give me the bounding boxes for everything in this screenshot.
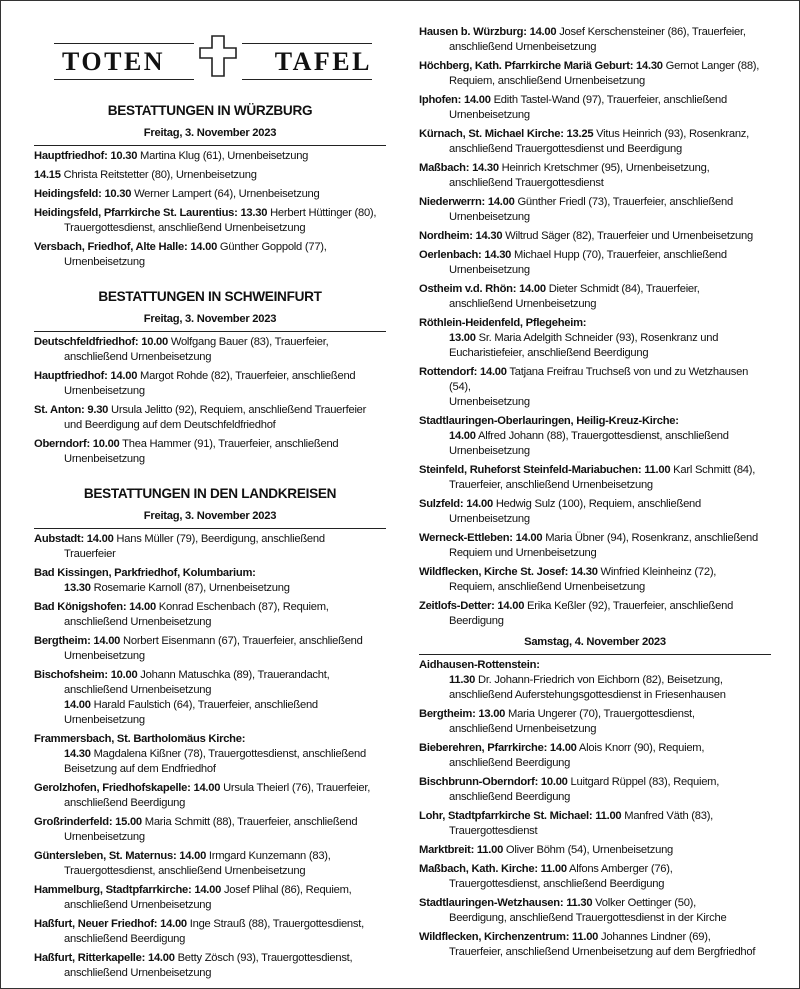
entry-details: Alfons Amberger (76), <box>566 863 673 875</box>
obituary-entry <box>34 781 386 811</box>
entry-place-time: 14.15 <box>34 169 61 181</box>
obituary-entry <box>34 634 386 664</box>
entry-continuation: Urnenbeisetzung <box>64 385 145 397</box>
entry-place-time: Steinfeld, Ruheforst Steinfeld-Mariabuchen: 11.00 <box>419 464 671 476</box>
masthead-word-left: TOTEN <box>62 47 166 76</box>
entry-line <box>419 414 771 429</box>
entry-continuation: Trauergottesdienst <box>449 825 538 837</box>
entry-place-time: Zeitlofs-Detter: 14.00 <box>419 600 525 612</box>
entry-details: Werner Lampert (64), Urnenbeisetzung <box>131 188 320 200</box>
entry-line <box>419 862 771 877</box>
entry-continuation: anschließend Urnenbeisetzung <box>64 684 212 696</box>
entry-place-time: Frammersbach, St. Bartholomäus Kirche: <box>34 733 246 745</box>
entry-place-time: Aidhausen-Rottenstein: <box>419 659 540 671</box>
left-column <box>34 1 386 985</box>
obituary-entry <box>419 741 771 771</box>
entry-time: 14.30 <box>64 748 91 760</box>
entry-details: Ursula Jelitto (92), Requiem, anschließend Trauerfeier <box>108 404 367 416</box>
obituary-entry <box>419 896 771 926</box>
obituary-entry <box>34 566 386 596</box>
entry-continuation: Requiem, anschließend Urnenbeisetzung <box>449 75 645 87</box>
section-title: BESTATTUNGEN IN SCHWEINFURT <box>98 289 322 304</box>
entry-place-time: Gerolzhofen, Friedhofskapelle: 14.00 <box>34 782 221 794</box>
entry-line <box>34 335 386 350</box>
entry-details: Dr. Johann-Friedrich von Eichborn (82), Beisetzung, <box>475 674 723 686</box>
section-date: Freitag, 3. November 2023 <box>34 126 386 146</box>
entry-continuation: Urnenbeisetzung <box>64 453 145 465</box>
entry-details: Alfred Johann (88), Trauergottesdienst, anschließend <box>475 430 729 442</box>
entry-line <box>34 532 386 547</box>
entry-details: Margot Rohde (82), Trauerfeier, anschließend <box>137 370 356 382</box>
entry-place-time: Röthlein-Heidenfeld, Pflegeheim: <box>419 317 587 329</box>
entry-details: Norbert Eisenmann (67), Trauerfeier, anschließend <box>120 635 363 647</box>
entry-details: anschließend Auferstehungsgottesdienst in Friesenhausen <box>449 689 726 701</box>
entry-details: Maria Übner (94), Rosenkranz, anschließend <box>542 532 758 544</box>
entry-continuation: anschließend Beerdigung <box>449 757 571 769</box>
obituary-entry <box>34 951 386 981</box>
entry-details: Heinrich Kretschmer (95), Urnenbeisetzung, <box>498 162 710 174</box>
entry-continuation: Trauerfeier, anschließend Urnenbeisetzung auf dem Bergfriedhof <box>449 946 756 958</box>
entry-line <box>419 229 771 244</box>
entry-place-time: Nordheim: 14.30 <box>419 230 503 242</box>
entry-place-time: Hauptfriedhof: 14.00 <box>34 370 138 382</box>
entry-details: Dieter Schmidt (84), Trauerfeier, <box>545 283 700 295</box>
entry-details: Josef Plihal (86), Requiem, <box>221 884 352 896</box>
entry-continuation: anschließend Beerdigung <box>64 797 186 809</box>
entry-place-time: Maßbach, Kath. Kirche: 11.00 <box>419 863 567 875</box>
entry-details: Günther Goppold (77), <box>217 241 327 253</box>
entry-details: Hedwig Sulz (100), Requiem, anschließend <box>492 498 701 510</box>
entry-continuation: Urnenbeisetzung <box>449 109 530 121</box>
obituary-entry <box>419 316 771 361</box>
obituary-entry <box>34 732 386 777</box>
entry-line <box>419 25 771 40</box>
entry-continuation: anschließend Trauergottesdienst <box>449 177 604 189</box>
entry-continuation: anschließend Urnenbeisetzung <box>449 298 597 310</box>
entry-continuation: Urnenbeisetzung <box>64 650 145 662</box>
section-schweinfurt <box>34 288 386 467</box>
entry-details: Johann Matuschka (89), Trauerandacht, <box>137 669 330 681</box>
entry-place-time: Wildflecken, Kirche St. Josef: 14.30 <box>419 566 598 578</box>
entry-continuation: Trauergottesdienst, anschließend Urnenbeisetzung <box>64 222 306 234</box>
entry-subline <box>34 747 386 762</box>
masthead-word-right: TAFEL <box>274 47 372 76</box>
obituary-entry <box>34 668 386 728</box>
obituary-entry <box>419 930 771 960</box>
entry-place-time: Maßbach: 14.30 <box>419 162 499 174</box>
entry-line <box>34 600 386 615</box>
obituary-entry <box>34 883 386 913</box>
entry-continuation: Urnenbeisetzung <box>64 256 145 268</box>
entry-line <box>34 566 386 581</box>
entry-continuation: anschließend Urnenbeisetzung <box>449 723 597 735</box>
entry-details: Wiltrud Säger (82), Trauerfeier und Urnenbeisetzung <box>502 230 753 242</box>
obituary-entry <box>419 707 771 737</box>
obituary-entry <box>419 25 771 55</box>
entry-place-time: Versbach, Friedhof, Alte Halle: 14.00 <box>34 241 218 253</box>
entry-place-time: Güntersleben, St. Maternus: 14.00 <box>34 850 207 862</box>
entry-line <box>419 316 771 331</box>
entry-place-time: Lohr, Stadtpfarrkirche St. Michael: 11.00 <box>419 810 622 822</box>
obituary-entry <box>419 809 771 839</box>
entry-line <box>34 849 386 864</box>
entry-continuation: anschließend Beerdigung <box>64 933 186 945</box>
obituary-entry <box>419 531 771 561</box>
entry-details: Harald Faulstich (64), Trauerfeier, anschließend <box>90 699 318 711</box>
entry-line <box>34 168 386 183</box>
entry-place-time: Niederwerrn: 14.00 <box>419 196 515 208</box>
section-saturday <box>419 635 771 960</box>
entry-continuation: Beerdigung, anschließend Trauergottesdienst in der Kirche <box>449 912 727 924</box>
entry-place-time: Werneck-Ettleben: 14.00 <box>419 532 543 544</box>
entry-place-time: Oerlenbach: 14.30 <box>419 249 512 261</box>
entry-details: Magdalena Kißner (78), Trauergottesdienst, anschließend <box>90 748 366 760</box>
entry-details: Günther Friedl (73), Trauerfeier, anschließend <box>514 196 733 208</box>
entry-place-time: Haßfurt, Ritterkapelle: 14.00 <box>34 952 175 964</box>
entry-continuation: anschließend Urnenbeisetzung <box>64 351 212 363</box>
entry-details: Karl Schmitt (84), <box>670 464 756 476</box>
entry-line <box>419 658 771 673</box>
entry-place-time: Hausen b. Würzburg: 14.00 <box>419 26 557 38</box>
entry-place-time: Haßfurt, Neuer Friedhof: 14.00 <box>34 918 187 930</box>
obituary-entry <box>34 403 386 433</box>
entry-line <box>419 195 771 210</box>
entry-line <box>419 161 771 176</box>
entry-details: Ursula Theierl (76), Trauerfeier, <box>220 782 371 794</box>
obituary-entry <box>419 497 771 527</box>
entry-continuation: Trauerfeier <box>64 548 116 560</box>
obituary-entry <box>34 335 386 365</box>
entry-details: Betty Zösch (93), Trauergottesdienst, <box>174 952 353 964</box>
section-date: Freitag, 3. November 2023 <box>34 312 386 332</box>
entry-continuation: Urnenbeisetzung <box>449 396 530 408</box>
obituary-entry <box>419 658 771 703</box>
entry-place-time: Heidingsfeld: 10.30 <box>34 188 132 200</box>
obituary-entry <box>34 600 386 630</box>
entry-details: Volker Oettinger (50), <box>592 897 697 909</box>
entry-details: Vitus Heinrich (93), Rosenkranz, <box>593 128 749 140</box>
entry-details: Irmgard Kunzemann (83), <box>206 850 331 862</box>
right-column <box>419 1 771 964</box>
entry-line <box>419 93 771 108</box>
entry-details: Alois Knorr (90), Requiem, <box>576 742 705 754</box>
obituary-entry <box>419 775 771 805</box>
entry-line <box>419 531 771 546</box>
entry-continuation: anschließend Beerdigung <box>449 791 571 803</box>
entry-place-time: Oberndorf: 10.00 <box>34 438 120 450</box>
entry-details: Beisetzung auf dem Endfriedhof <box>64 763 216 775</box>
entry-place-time: Kürnach, St. Michael Kirche: 13.25 <box>419 128 594 140</box>
entry-line <box>419 282 771 297</box>
entry-details: Johannes Lindner (69), <box>598 931 711 943</box>
obituary-entry <box>419 565 771 595</box>
entry-place-time: Iphofen: 14.00 <box>419 94 491 106</box>
obituary-entry <box>34 369 386 399</box>
entry-list <box>419 658 771 960</box>
entry-place-time: Höchberg, Kath. Pfarrkirche Mariä Geburt: 14.30 <box>419 60 663 72</box>
entry-time: 13.00 <box>449 332 476 344</box>
entry-place-time: Wildflecken, Kirchenzentrum: 11.00 <box>419 931 599 943</box>
entry-details: Manfred Väth (83), <box>621 810 714 822</box>
entry-line <box>34 369 386 384</box>
entry-line <box>419 248 771 263</box>
entry-line <box>34 240 386 255</box>
entry-line <box>34 815 386 830</box>
entry-line <box>419 896 771 911</box>
entry-details: Michael Hupp (70), Trauerfeier, anschließend <box>511 249 727 261</box>
entry-details: Luitgard Rüppel (83), Requiem, <box>567 776 720 788</box>
obituary-entry <box>419 195 771 225</box>
entry-details: Inge Strauß (88), Trauergottesdienst, <box>186 918 364 930</box>
entry-details: Sr. Maria Adelgith Schneider (93), Rosenkranz und <box>475 332 719 344</box>
entry-subline <box>34 581 386 596</box>
entry-place-time: Bad Kissingen, Parkfriedhof, Kolumbarium: <box>34 567 256 579</box>
entry-continuation: anschließend Urnenbeisetzung <box>64 967 212 979</box>
entry-details: Herbert Hüttinger (80), <box>267 207 377 219</box>
obituary-entry <box>419 414 771 459</box>
entry-place-time: Hammelburg, Stadtpfarrkirche: 14.00 <box>34 884 222 896</box>
section-wuerzburg <box>34 102 386 270</box>
entry-details: Maria Schmitt (88), Trauerfeier, anschließend <box>141 816 358 828</box>
entry-subline <box>419 688 771 703</box>
entry-details: Christa Reitstetter (80), Urnenbeisetzung <box>60 169 257 181</box>
cross-icon-svg <box>198 34 238 78</box>
entry-place-time: Ostheim v.d. Rhön: 14.00 <box>419 283 546 295</box>
entry-details: Edith Tastel-Wand (97), Trauerfeier, anschließend <box>490 94 727 106</box>
entry-details: Wolfgang Bauer (83), Trauerfeier, <box>168 336 329 348</box>
entry-subline <box>419 346 771 361</box>
obituary-entry <box>34 149 386 164</box>
entry-place-time: Bischbrunn-Oberndorf: 10.00 <box>419 776 568 788</box>
entry-continuation: und Beerdigung auf dem Deutschfeldfriedhof <box>64 419 276 431</box>
entry-continuation: anschließend Urnenbeisetzung <box>449 41 597 53</box>
entry-place-time: Aubstadt: 14.00 <box>34 533 114 545</box>
entry-list <box>34 335 386 467</box>
entry-details: Konrad Eschenbach (87), Requiem, <box>155 601 329 613</box>
entry-subline <box>419 444 771 459</box>
entry-place-time: Großrinderfeld: 15.00 <box>34 816 142 828</box>
obituary-entry <box>419 93 771 123</box>
entry-details: Eucharistiefeier, anschließend Beerdigung <box>449 347 649 359</box>
obituary-entry <box>34 815 386 845</box>
entry-details: Thea Hammer (91), Trauerfeier, anschließend <box>119 438 339 450</box>
entry-line <box>419 843 771 858</box>
entry-place-time: Bieberehren, Pfarrkirche: 14.00 <box>419 742 577 754</box>
entry-continuation: Urnenbeisetzung <box>449 264 530 276</box>
obituary-entry <box>34 437 386 467</box>
entry-line <box>34 781 386 796</box>
entry-place-time: Stadtlauringen-Wetzhausen: 11.30 <box>419 897 593 909</box>
entry-line <box>419 59 771 74</box>
entry-subline <box>419 429 771 444</box>
entry-place-time: Bischofsheim: 10.00 <box>34 669 138 681</box>
entry-line <box>34 634 386 649</box>
entry-line <box>419 741 771 756</box>
entry-line <box>419 599 771 614</box>
obituary-entry <box>419 365 771 410</box>
entry-place-time: Bad Königshofen: 14.00 <box>34 601 156 613</box>
entry-line <box>419 365 771 395</box>
masthead <box>54 40 372 80</box>
entry-line <box>419 809 771 824</box>
entry-place-time: Heidingsfeld, Pfarrkirche St. Laurentius: 13.30 <box>34 207 268 219</box>
entry-line <box>419 565 771 580</box>
entry-line <box>34 403 386 418</box>
section-date: Freitag, 3. November 2023 <box>34 509 386 529</box>
entry-place-time: Stadtlauringen-Oberlauringen, Heilig-Kreuz-Kirche: <box>419 415 679 427</box>
entry-subline <box>419 331 771 346</box>
entry-line <box>419 707 771 722</box>
entry-place-time: Sulzfeld: 14.00 <box>419 498 493 510</box>
entry-place-time: Bergtheim: 14.00 <box>34 635 121 647</box>
entry-continuation: Urnenbeisetzung <box>64 831 145 843</box>
entry-continuation: anschließend Trauergottesdienst und Beerdigung <box>449 143 682 155</box>
entry-line <box>419 127 771 142</box>
section-title: BESTATTUNGEN IN WÜRZBURG <box>107 103 313 118</box>
cross-icon <box>194 32 242 80</box>
entry-list <box>419 25 771 629</box>
obituary-entry <box>419 862 771 892</box>
section-date: Samstag, 4. November 2023 <box>419 635 771 655</box>
entry-line <box>34 917 386 932</box>
obituary-entry <box>419 161 771 191</box>
entry-place-time: Deutschfeldfriedhof: 10.00 <box>34 336 168 348</box>
entry-subline <box>34 713 386 728</box>
obituary-entry <box>419 282 771 312</box>
obituary-entry <box>419 248 771 278</box>
entry-line <box>34 149 386 164</box>
entry-continuation: Urnenbeisetzung <box>449 513 530 525</box>
entry-line <box>419 463 771 478</box>
entry-list <box>34 149 386 270</box>
entry-continuation: Trauergottesdienst, anschließend Urnenbeisetzung <box>64 865 306 877</box>
obituary-entry <box>419 127 771 157</box>
entry-line <box>34 206 386 221</box>
entry-line <box>34 437 386 452</box>
entry-time: 13.30 <box>64 582 91 594</box>
obituary-entry <box>419 229 771 244</box>
entry-continuation: anschließend Urnenbeisetzung <box>64 899 212 911</box>
obituary-entry <box>419 843 771 858</box>
entry-line <box>34 732 386 747</box>
entry-continuation: anschließend Urnenbeisetzung <box>64 616 212 628</box>
entry-details: Josef Kerschensteiner (86), Trauerfeier, <box>556 26 746 38</box>
entry-continuation: Beerdigung <box>449 615 504 627</box>
entry-continuation: Urnenbeisetzung <box>449 211 530 223</box>
entry-continuation: Trauergottesdienst, anschließend Beerdigung <box>449 878 665 890</box>
entry-subline <box>34 762 386 777</box>
obituary-entry <box>34 206 386 236</box>
section-landkreise <box>34 485 386 981</box>
entry-details: Martina Klug (61), Urnenbeisetzung <box>137 150 309 162</box>
entry-details: Erika Keßler (92), Trauerfeier, anschließend <box>524 600 734 612</box>
entry-place-time: Hauptfriedhof: 10.30 <box>34 150 138 162</box>
obituary-entry <box>34 168 386 183</box>
entry-line <box>419 930 771 945</box>
obituary-entry <box>34 187 386 202</box>
entry-place-time: Bergtheim: 13.00 <box>419 708 506 720</box>
entry-line <box>34 883 386 898</box>
entry-details: Urnenbeisetzung <box>449 445 530 457</box>
entry-list <box>34 532 386 981</box>
obituary-entry <box>34 917 386 947</box>
obituary-entry <box>34 532 386 562</box>
obituary-entry <box>419 59 771 89</box>
obituary-entry <box>419 463 771 493</box>
entry-subline <box>34 698 386 713</box>
entry-details: Hans Müller (79), Beerdigung, anschließend <box>113 533 325 545</box>
entry-time: 14.00 <box>64 699 91 711</box>
obituary-entry <box>419 599 771 629</box>
entry-details: Rosemarie Karnoll (87), Urnenbeisetzung <box>90 582 290 594</box>
entry-line <box>419 497 771 512</box>
obituary-entry <box>34 240 386 270</box>
entry-details: Gernot Langer (88), <box>662 60 760 72</box>
entry-details: Tatjana Freifrau Truchseß von und zu Wetzhausen (54), <box>449 366 749 393</box>
entry-line <box>34 951 386 966</box>
entry-line <box>34 668 386 683</box>
entry-continuation: Requiem und Urnenbeisetzung <box>449 547 597 559</box>
entry-place-time: St. Anton: 9.30 <box>34 404 109 416</box>
entry-place-time: Marktbreit: 11.00 <box>419 844 504 856</box>
entry-time: 11.30 <box>449 674 476 686</box>
entry-continuation: Requiem, anschließend Urnenbeisetzung <box>449 581 645 593</box>
obituary-entry <box>34 849 386 879</box>
entry-subline <box>419 673 771 688</box>
entry-time: 14.00 <box>449 430 476 442</box>
entry-continuation: Trauerfeier, anschließend Urnenbeisetzung <box>449 479 653 491</box>
entry-details: Oliver Böhm (54), Urnenbeisetzung <box>503 844 674 856</box>
section-title: BESTATTUNGEN IN DEN LANDKREISEN <box>83 486 337 501</box>
entry-line <box>419 775 771 790</box>
entry-place-time: Rottendorf: 14.00 <box>419 366 507 378</box>
entry-details: Urnenbeisetzung <box>64 714 145 726</box>
entry-line <box>34 187 386 202</box>
entry-details: Maria Ungerer (70), Trauergottesdienst, <box>505 708 695 720</box>
entry-details: Winfried Kleinheinz (72), <box>597 566 717 578</box>
